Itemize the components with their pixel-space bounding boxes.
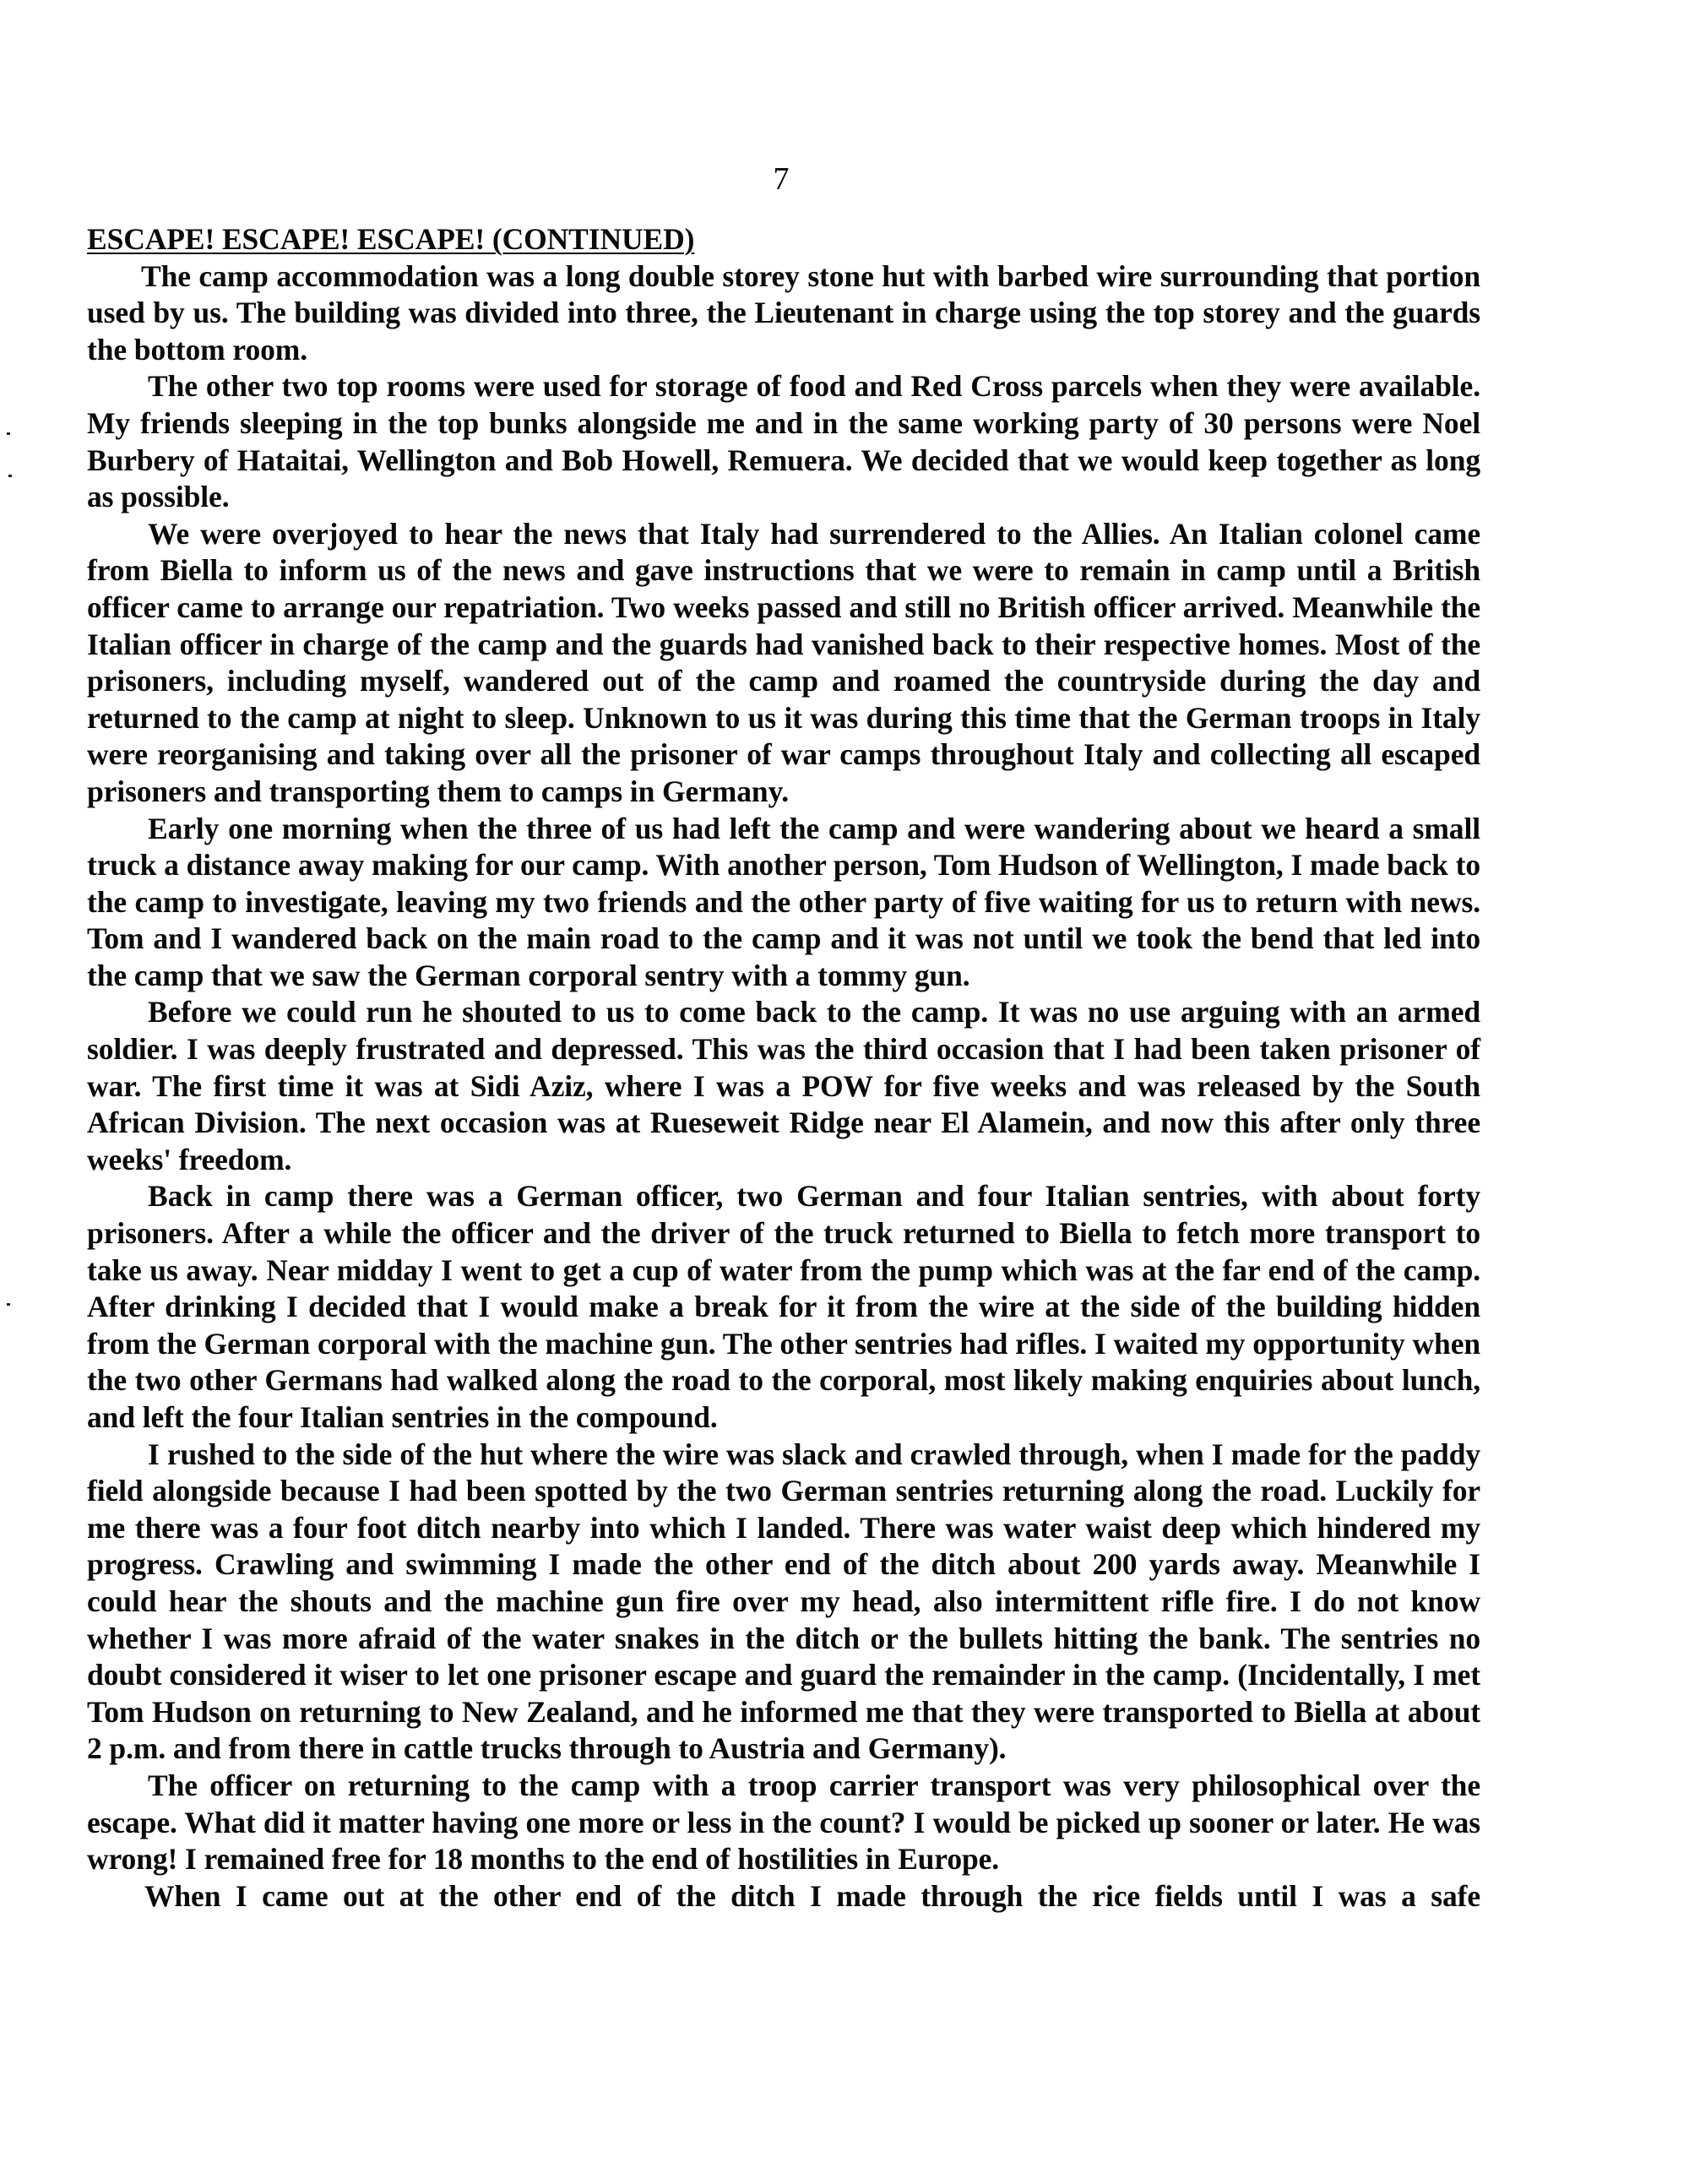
paragraph-camp-accommodation: The camp accommodation was a long double storey stone hut with barbed wire surrounding that portion used by us. The building was divided into three, the Lieutenant in charge using the top storey and the guards the bottom room. (87, 258, 1480, 367)
section-heading: ESCAPE! ESCAPE! ESCAPE! (CONTINUED) (87, 222, 695, 256)
scan-speck (7, 1303, 10, 1306)
scan-speck (8, 475, 12, 477)
paragraph-storage-and-friends: The other two top rooms were used for storage of food and Red Cross parcels when they were available. My friends sleeping in the top bunks alongside me and in the same working party of 30 persons were Noel Burbery of Hataitai, Wellington and Bob Howell, Remuera. We decided that we would keep together as long as possible. (87, 369, 1480, 514)
paragraph-italy-surrender: We were overjoyed to hear the news that Italy had surrendered to the Allies. An Italian colonel came from Biella to inform us of the news and gave instructions that we were to remain in camp until a British officer came to arrange our repatriation. Two weeks passed and still no British officer arrived. Meanwhile the Italian officer in charge of the camp and the guards had vanished back to their respective homes. Most of the prisoners, including myself, wandered out of the camp and roamed the countryside during the day and returned to the camp at night to sleep. Unknown to us it was during this time that the German troops in Italy were reorganising and taking over all the prisoner of war camps throughout Italy and collecting all escaped prisoners and transporting them to camps in Germany. (87, 516, 1480, 808)
paragraph-officer-returns: The officer on returning to the camp with a troop carrier transport was very philosophical over the escape. What did it matter having one more or less in the count? I would be picked up sooner or later. He was wrong! I remained free for 18 months to the end of hostilities in Europe. (87, 1768, 1480, 1877)
page-number: 7 (773, 161, 790, 197)
paragraph-back-in-camp: Back in camp there was a German officer, two German and four Italian sentries, with about forty prisoners. After a while the officer and the driver of the truck returned to Biella to fetch more transport to take us away. Near midday I went to get a cup of water from the pump which was at the far end of the camp. After drinking I decided that I would make a break for it from the wire at the side of the building hidden from the German corporal with the machine gun. The other sentries had rifles. I waited my opportunity when the two other Germans had walked along the road to the corporal, most likely making enquiries about lunch, and left the four Italian sentries in the compound. (87, 1179, 1480, 1434)
document-body (87, 221, 1480, 1915)
paragraph-rice-fields: When I came out at the other end of the ditch I made through the rice fields until I was a safe (144, 1878, 1480, 1913)
paragraph-escape-through-wire: I rushed to the side of the hut where the wire was slack and crawled through, when I made for the paddy field alongside because I had been spotted by the two German sentries returning along the road. Luckily for me there was a four foot ditch nearby into which I landed. There was water waist deep which hindered my progress. Crawling and swimming I made the other end of the ditch about 200 yards away. Meanwhile I could hear the shouts and the machine gun fire over my head, also intermittent rifle fire. I do not know whether I was more afraid of the water snakes in the ditch or the bullets hitting the bank. The sentries no doubt considered it wiser to let one prisoner escape and guard the remainder in the camp. (Incidentally, I met Tom Hudson on returning to New Zealand, and he informed me that they were transported to Biella at about 2 p.m. and from there in cattle trucks through to Austria and Germany). (87, 1437, 1480, 1766)
scan-speck (7, 432, 10, 435)
paragraph-truck-arrival: Early one morning when the three of us had left the camp and were wandering about we heard a small truck a distance away making for our camp. With another person, Tom Hudson of Wellington, I made back to the camp to investigate, leaving my two friends and the other party of five waiting for us to return with news. Tom and I wandered back on the main road to the camp and it was not until we took the bend that led into the camp that we saw the German corporal sentry with a tommy gun. (87, 811, 1480, 992)
paragraph-recapture: Before we could run he shouted to us to come back to the camp. It was no use arguing with an armed soldier. I was deeply frustrated and depressed. This was the third occasion that I had been taken prisoner of war. The first time it was at Sidi Aziz, where I was a POW for five weeks and was released by the South African Division. The next occasion was at Rueseweit Ridge near El Alamein, and now this after only three weeks' freedom. (87, 995, 1480, 1176)
